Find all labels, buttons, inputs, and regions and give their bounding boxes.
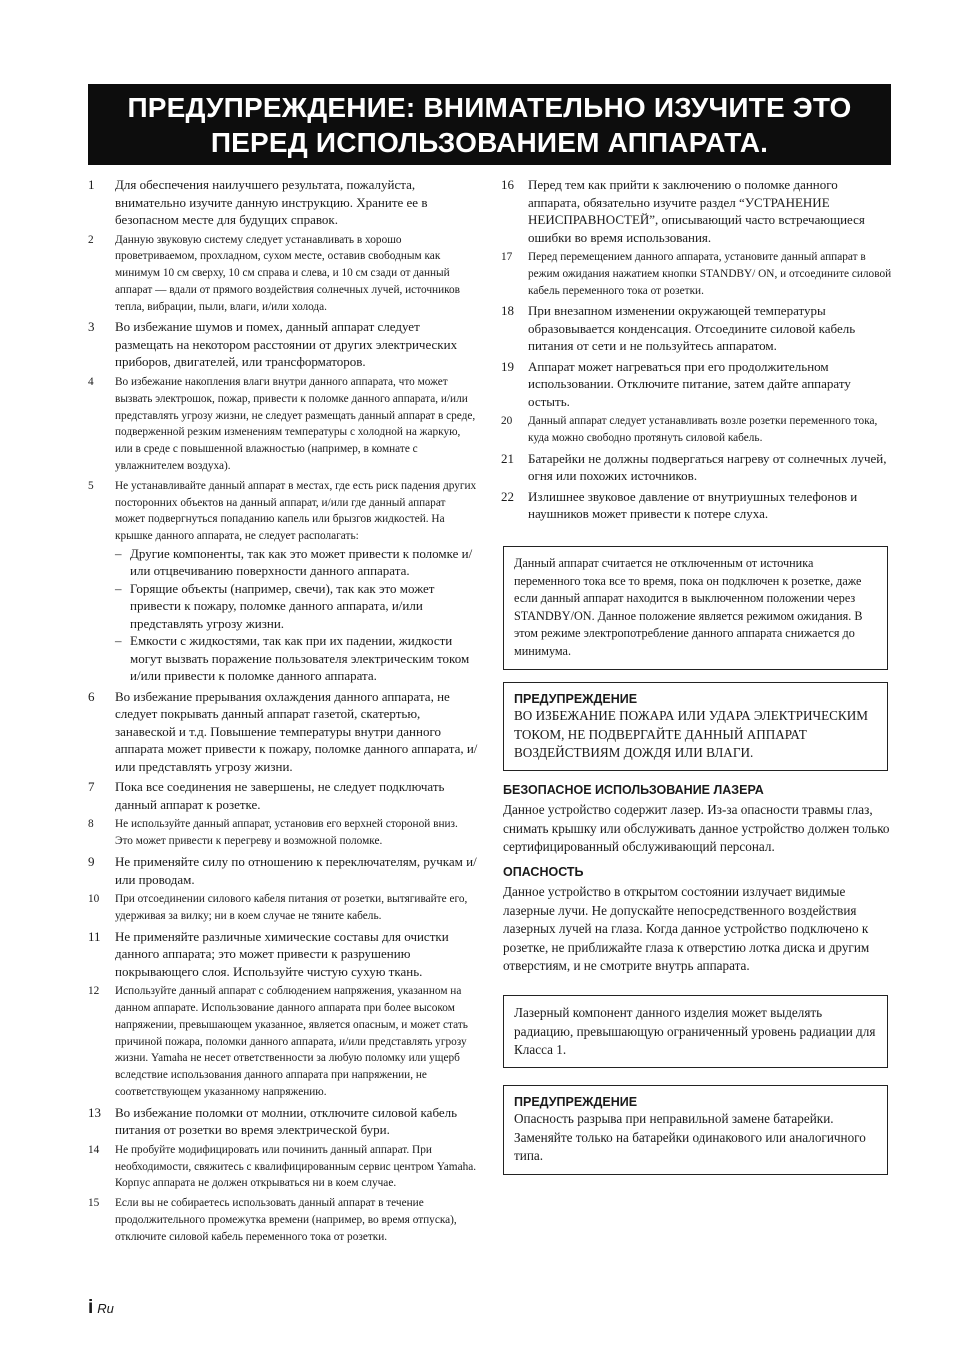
page-title-banner [88, 84, 891, 165]
list-item [88, 1104, 478, 1139]
list-item [501, 488, 893, 523]
list-item [501, 413, 893, 447]
item-number: 10 [88, 893, 100, 906]
item-body [115, 478, 478, 685]
sub-item: – Горящие объекты (например, свечи), так как это может привести к пожару, поломке данного аппарата, и/или представлять угрозу жизни. [115, 580, 478, 633]
item-text: Аппарат может нагреваться при его продолжительном использовании. Отключите питание, затем дайте аппарату остыть. [528, 358, 851, 409]
item-number: 21 [501, 450, 514, 466]
item-number: 3 [88, 319, 95, 335]
list-item [88, 891, 478, 925]
item-text: При внезапном изменении окружающей температуры образовывается конденсация. Отсоедините силовой кабель питания от сети и не пользуйтесь аппаратом. [528, 303, 856, 354]
sub-item-text: Другие компоненты, так как это может привести к поломке и/или отцвечиванию поверхности данного аппарата. [130, 545, 473, 579]
item-number: 12 [88, 985, 100, 998]
list-item [88, 853, 478, 888]
item-text: Не применяйте силу по отношению к переключателям, ручкам и/или проводам. [115, 854, 477, 887]
item-number: 8 [88, 818, 94, 831]
list-item [88, 688, 478, 776]
item-text: Не применяйте различные химические составы для очистки данного аппарата; это может привести к разрушению покрывающего слоя. Используйте чистую сухую ткань. [115, 928, 449, 979]
warning-text: Опасность разрыва при неправильной замене батарейки. Заменяйте только на батарейки одинакового или аналогичного типа. [514, 1111, 866, 1163]
warning-heading: ПРЕДУПРЕЖДЕНИЕ [514, 692, 638, 706]
item-text: Во избежание накопления влаги внутри данного аппарата, что может вызвать электрошок, пожар, привести к поломке данного аппарата, и/или представлять угрозу жизни, не следует размещать данный аппарат в среде, подверженной резким изменениям температуры с холодной на жаркую, или в среде с повышенной влажностью (например, в комнате с увлажнителем воздуха). [115, 375, 476, 472]
item-number: 2 [88, 233, 94, 246]
item-number: 15 [88, 1197, 100, 1210]
list-item [501, 302, 893, 355]
list-item [88, 928, 478, 981]
item-number: 9 [88, 854, 95, 870]
list-item [88, 1142, 478, 1192]
warning-heading: ПРЕДУПРЕЖДЕНИЕ [514, 1095, 638, 1109]
page-title [127, 90, 851, 160]
list-item [88, 778, 478, 813]
item-number: 6 [88, 688, 95, 704]
standby-note-box [503, 546, 888, 670]
list-item [501, 176, 893, 246]
item-number: 1 [88, 177, 95, 192]
item-text: Излишнее звуковое давление от внутриушных телефонов и наушников может привести к потере слуха. [528, 488, 858, 522]
item-number: 20 [501, 415, 513, 428]
page-footer [88, 1297, 114, 1319]
item-number: 7 [88, 779, 95, 795]
page-title-line-2: ПЕРЕД ИСПОЛЬЗОВАНИЕМ АППАРАТА. [210, 126, 769, 158]
item-number: 14 [88, 1143, 100, 1156]
list-item [88, 983, 478, 1101]
danger-heading: ОПАСНОСТЬ [503, 865, 584, 879]
item-text: Данную звуковую систему следует устанавливать в хорошо проветриваемом, прохладном, сухом месте, оставив свободным как минимум 10 см сверху, 10 см справа и слева, и 10 см сзади от данный аппарат — вдали от прямого воздействия солнечных лучей, источников тепла, вибрации, пыли, влаги, и/или холода. [115, 233, 461, 313]
laser-safety-text: Данное устройство содержит лазер. Из-за опасности травмы глаз, снимать крышку или обслуживать данное устройство должен только сертифицированный обслуживающий персонал. [503, 802, 890, 854]
warning-fire-box [503, 682, 888, 771]
laser-safety-heading: БЕЗОПАСНОЕ ИСПОЛЬЗОВАНИЕ ЛАЗЕРА [503, 783, 764, 797]
item-text: Во избежание поломки от молнии, отключите силовой кабель питания от розетки во время электрической бури. [115, 1104, 458, 1138]
sub-item: – Другие компоненты, так как это может привести к поломке и/или отцвечиванию поверхности данного аппарата. [115, 545, 478, 580]
sub-item: – Емкости с жидкостями, так как при их падении, жидкости могут вызвать поражение пользователя электрическим током и/или привести к поломке данного аппарата. [115, 632, 478, 685]
right-column [501, 176, 893, 526]
item-text: Во избежание шумов и помех, данный аппарат следует размещать на некотором расстоянии от других электрических приборов, двигателей, или трансформаторов. [115, 319, 458, 370]
list-item [501, 358, 893, 411]
list-item [88, 478, 478, 685]
list-item [88, 816, 478, 850]
item-text: Перед перемещением данного аппарата, установите данный аппарат в режим ожидания нажатием кнопки STANDBY/ ON, и отсоедините силовой кабель переменного тока от розетки. [528, 251, 892, 297]
item-text: Используйте данный аппарат с соблюдением напряжения, указанном на данном аппарате. Использование данного аппарата при более высоком напряжении, превышающем указанное, является опасным, и может стать причиной пожара, поломки данного аппарата, и/или представлять угрозу жизни. Yamaha не несет ответственности за любую поломку или ущерб вследствие использования данного аппарата при напряжении, не соответствующем указанному напряжению. [115, 985, 468, 1098]
item-text: При отсоединении силового кабеля питания от розетки, вытягивайте его, удерживая за вилку; ни в коем случае не тяните кабель. [115, 893, 468, 922]
warning-battery-box [503, 1085, 888, 1175]
list-item [501, 450, 893, 485]
sub-list [115, 545, 478, 685]
list-item [88, 1195, 478, 1245]
laser-class-text: Лазерный компонент данного изделия может выделять радиацию, превышающую ограниченный уровень радиации для Класса 1. [514, 1005, 876, 1057]
warning-text: ВО ИЗБЕЖАНИЕ ПОЖАРА ИЛИ УДАРА ЭЛЕКТРИЧЕСКИМ ТОКОМ, НЕ ПОДВЕРГАЙТЕ ДАННЫЙ АППАРАТ ВОЗДЕЙСТВИЯМ ДОЖДЯ ИЛИ ВЛАГИ. [514, 708, 868, 760]
item-text: Батарейки не должны подвергаться нагреву от солнечных лучей, огня или похожих источников. [528, 450, 887, 484]
standby-note-text: Данный аппарат считается не отключенным от источника переменного тока все то время, пока он подключен к розетке, даже если данный аппарат находится в выключенном положении через STANDBY/ON. Данное положение является режимом ожидания. В этом режиме электропотребление данного аппарата снижается до минимума. [514, 556, 863, 658]
item-number: 22 [501, 488, 514, 504]
item-text: Перед тем как прийти к заключению о поломке данного аппарата, обязательно изучите раздел “УСТРАНЕНИЕ НЕИСПРАВНОСТЕЙ”, описывающий часто встречающиеся ошибки во время использования. [528, 177, 865, 245]
list-item [88, 176, 478, 229]
list-item [88, 232, 478, 316]
item-number: 18 [501, 303, 514, 319]
sub-item-text: Емкости с жидкостями, так как при их падении, жидкости могут вызвать поражение пользователя электрическим током и/или привести к поломке данного аппарата. [130, 633, 470, 684]
item-text: Не устанавливайте данный аппарат в местах, где есть риск падения других посторонних объектов на данный аппарат, и/или где данный аппарат может подвергнуться попаданию капель или брызгов жидкостей. На крышке данного аппарата, не следует располагать: [115, 479, 477, 543]
item-number: 11 [88, 928, 101, 944]
sub-item-text: Горящие объекты (например, свечи), так как это может привести к пожару, поломке данного аппарата, и/или представлять угрозу жизни. [130, 580, 435, 631]
item-number: 17 [501, 251, 513, 263]
page-number: i [88, 1297, 94, 1318]
item-number: 13 [88, 1104, 101, 1120]
item-text: Во избежание прерывания охлаждения данного аппарата, не следует покрывать данный аппарат газетой, скатертью, занавеской и т.д. Повышение температуры внутри данного аппарата может привести к пожару, поломке данного аппарата, и/или представлять угрозу жизни. [115, 688, 478, 774]
item-text: Не пробуйте модифицировать или починить данный аппарат. При необходимости, свяжитесь с квалифицированным сервис центром Yamaha. Корпус аппарата не должен открываться ни в коем случае. [115, 1143, 477, 1190]
item-number: 5 [88, 479, 94, 492]
language-code: Ru [97, 1301, 114, 1316]
item-number: 4 [88, 375, 94, 388]
item-number: 16 [501, 177, 514, 192]
item-text: Не используйте данный аппарат, установив его верхней стороной вниз. Это может привести к перегреву и возможной поломке. [115, 818, 458, 848]
danger-text: Данное устройство в открытом состоянии излучает видимые лазерные лучи. Не допускайте непосредственного воздействия лазерных лучей на глаза. Когда данное устройство подключено к розетке, не приближайте глаза к отверстию лотка диска и другим отверстиям, и не смотрите внутрь аппарата. [503, 884, 870, 973]
list-item [88, 318, 478, 371]
list-item [501, 249, 893, 299]
list-item [88, 374, 478, 475]
page-title-line-1: ПРЕДУПРЕЖДЕНИЕ: ВНИМАТЕЛЬНО ИЗУЧИТЕ ЭТО [127, 91, 852, 123]
item-text: Данный аппарат следует устанавливать возле розетки переменного тока, куда можно свободно протянуть силовой кабель. [528, 415, 878, 445]
item-text: Для обеспечения наилучшего результата, пожалуйста, внимательно изучите данную инструкцию. Храните ее в безопасном месте для будущих справок. [115, 177, 428, 227]
item-number: 19 [501, 358, 514, 374]
item-text: Пока все соединения не завершены, не следует подключать данный аппарат к розетке. [115, 779, 445, 812]
item-text: Если вы не собираетесь использовать данный аппарат в течение продолжительного промежутка времени (например, во время отпуска), отключите силовой кабель переменного тока от розетки. [115, 1197, 457, 1243]
laser-class-box [503, 995, 888, 1068]
left-column [88, 176, 478, 1249]
